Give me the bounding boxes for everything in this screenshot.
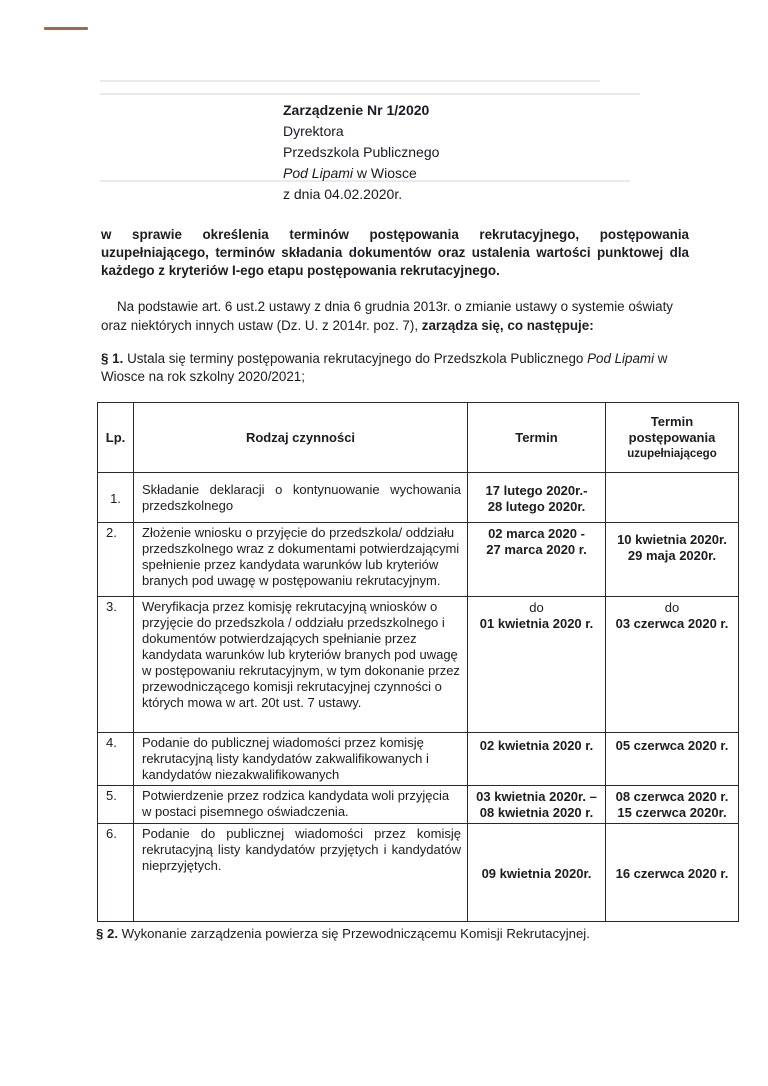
row-supplementary <box>606 473 739 523</box>
institution-location: w Wiosce <box>353 165 417 181</box>
institution-name: Pod Lipami <box>283 165 354 181</box>
row-term <box>468 733 606 786</box>
term-line: 27 marca 2020 r. <box>486 542 587 557</box>
term-line: 02 marca 2020 - <box>488 526 585 541</box>
term-line: 02 kwietnia 2020 r. <box>479 738 594 753</box>
row-supplementary <box>606 523 739 597</box>
row-lp: 5. <box>98 786 134 824</box>
sup-line: 29 maja 2020r. <box>627 548 717 563</box>
table-row <box>98 597 739 733</box>
sup-line: 15 czerwca 2020r. <box>617 805 727 820</box>
table-row <box>98 786 739 824</box>
decree-header <box>283 100 583 205</box>
table-header-row <box>98 403 739 473</box>
row-term <box>468 473 606 523</box>
sup-line: 03 czerwca 2020 r. <box>615 616 729 631</box>
section-1-italic: Pod Lipami <box>587 351 655 366</box>
row-activity: Składanie deklaracji o kontynuowanie wychowania przedszkolnego <box>134 473 468 523</box>
header-lp: Lp. <box>98 403 134 473</box>
term-line: 03 kwietnia 2020r. – <box>476 789 597 804</box>
row-activity: Potwierdzenie przez rodzica kandydata woli przyjęcia w postaci pisemnego oświadczenia. <box>134 786 468 824</box>
header-sup-line: postępowania <box>628 429 716 445</box>
header-supplementary <box>606 403 739 473</box>
bleed-through-line <box>100 80 600 82</box>
legal-basis <box>101 297 691 335</box>
header-sup-line: Termin <box>650 413 694 429</box>
bleed-through-line <box>100 93 640 95</box>
row-term <box>468 824 606 922</box>
scan-mark <box>44 27 88 30</box>
section-2-text: Wykonanie zarządzenia powierza się Przewodniczącemu Komisji Rekrutacyjnej. <box>118 926 590 941</box>
row-activity: Podanie do publicznej wiadomości przez komisję rekrutacyjną listy kandydatów zakwalifikowanych i kandydatów niezakwalifikowanych <box>134 733 468 786</box>
row-supplementary <box>606 786 739 824</box>
table-row <box>98 824 739 922</box>
sup-line: 10 kwietnia 2020r. <box>617 532 727 547</box>
section-1-text: Ustala się terminy postępowania rekrutacyjnego do Przedszkola Publicznego <box>123 351 588 366</box>
row-activity: Podanie do publicznej wiadomości przez komisję rekrutacyjną listy kandydatów przyjętych i kandydatów nieprzyjętych. <box>134 824 468 922</box>
legal-basis-bold: zarządza się, co następuje: <box>421 318 594 333</box>
decree-title: Zarządzenie Nr 1/2020 <box>283 102 430 118</box>
sup-line: do <box>664 600 680 615</box>
term-line: 17 lutego 2020r.- <box>485 483 588 498</box>
section-2 <box>96 925 696 943</box>
row-supplementary <box>606 733 739 786</box>
table-row <box>98 733 739 786</box>
legal-basis-text: Na podstawie art. 6 ust.2 ustawy z dnia 6 grudnia 2013r. o zmianie ustawy o systemie oświaty oraz niektórych innych ustaw (Dz. U. z 2014r. poz. 7), <box>101 299 673 333</box>
header-activity: Rodzaj czynności <box>134 403 468 473</box>
row-lp: 6. <box>98 824 134 922</box>
section-1-mark: § 1. <box>101 351 124 366</box>
sup-line: 08 czerwca 2020 r. <box>615 789 729 804</box>
row-lp: 3. <box>98 597 134 733</box>
header-line-name <box>283 163 583 184</box>
decree-subject: w sprawie określenia terminów postępowania rekrutacyjnego, postępowania uzupełniającego, terminów składania dokumentów oraz ustalenia wartości punktowej dla każdego z kryteriów I-ego etapu postępowania rekrutacyjnego. <box>101 227 689 278</box>
row-lp: 2. <box>98 523 134 597</box>
header-sup-line: uzupełniającego <box>627 447 717 460</box>
row-activity: Złożenie wniosku o przyjęcie do przedszkola/ oddziału przedszkolnego wraz z dokumentami potwierdzającymi spełnienie przez kandydata warunków lub kryteriów branych pod uwagę w postępowaniu rekrutacyjnym. <box>134 523 468 597</box>
row-activity: Weryfikacja przez komisję rekrutacyjną wniosków o przyjęcie do przedszkola / oddziału przedszkolnego i dokumentów potwierdzających spełnianie przez kandydata warunków lub kryteriów branych pod uwagę w postępowaniu rekrutacyjnym, w tym dokonanie przez przewodniczącego komisji rekrutacyjnej czynności o których mowa w art. 20t ust. 7 ustawy. <box>134 597 468 733</box>
term-line: 08 kwietnia 2020 r. <box>479 805 594 820</box>
row-lp: 1. <box>98 473 134 523</box>
row-supplementary <box>606 824 739 922</box>
row-supplementary <box>606 597 739 733</box>
header-date: z dnia 04.02.2020r. <box>283 186 403 202</box>
sup-line: 05 czerwca 2020 r. <box>615 738 729 753</box>
header-line-director: Dyrektora <box>283 123 344 139</box>
row-term <box>468 597 606 733</box>
row-term <box>468 523 606 597</box>
header-line-institution: Przedszkola Publicznego <box>283 144 440 160</box>
sup-line: 16 czerwca 2020 r. <box>615 866 729 881</box>
table-row <box>98 523 739 597</box>
section-1-text-end: w Wiosce na rok szkolny 2020/2021; <box>101 351 668 384</box>
header-term: Termin <box>468 403 606 473</box>
section-1 <box>101 350 691 386</box>
row-lp: 4. <box>98 733 134 786</box>
section-2-mark: § 2. <box>96 926 118 941</box>
term-line: 09 kwietnia 2020r. <box>481 866 592 881</box>
schedule-table <box>97 402 739 922</box>
term-line: 28 lutego 2020r. <box>487 499 586 514</box>
table-row <box>98 473 739 523</box>
row-term <box>468 786 606 824</box>
term-line: do <box>529 600 544 615</box>
term-line: 01 kwietnia 2020 r. <box>479 616 594 631</box>
